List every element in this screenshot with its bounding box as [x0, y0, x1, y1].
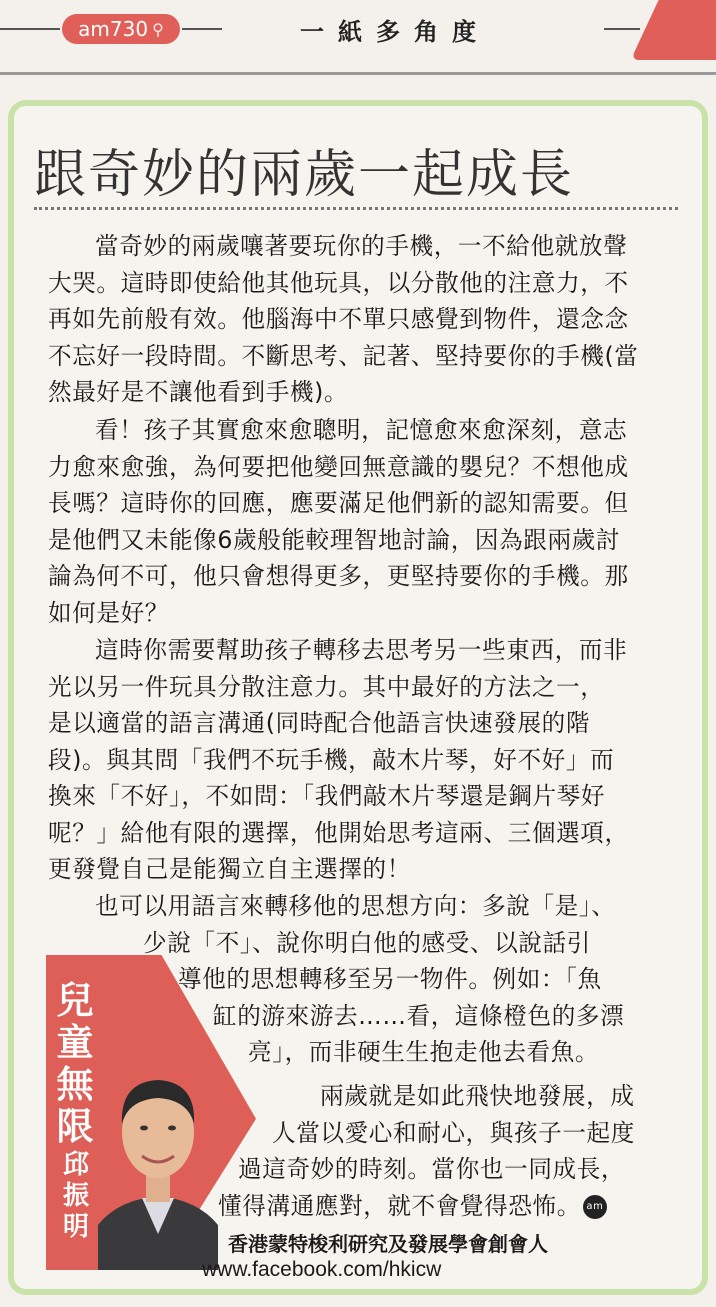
- paragraph-2: [48, 412, 676, 631]
- text-line: 人當以愛心和耐心，與孩子一起度: [272, 1118, 635, 1147]
- author-photo: [98, 1020, 218, 1270]
- paragraph-3: [48, 632, 676, 888]
- article-title: 跟奇妙的兩歲一起成長: [34, 145, 575, 205]
- corner-tab: [631, 0, 716, 60]
- text-line: 這時你需要幫助孩子轉移去思考另一些東西，而非: [95, 636, 628, 664]
- text-line: 不忘好一段時間。不斷思考、記著、堅持要你的手機(當: [48, 341, 639, 370]
- text-line: 段)。與其問「我們不玩手機，敲木片琴，好不好」而: [48, 745, 615, 774]
- text-line: 光以另一件玩具分散注意力。其中最好的方法之一，: [48, 672, 605, 701]
- text-line: 看！孩子其實愈來愈聰明，記憶愈來愈深刻，意志: [95, 416, 628, 444]
- text-line: 長嗎？這時你的回應，應要滿足他們新的認知需要。但: [48, 489, 629, 517]
- search-icon: ⚲: [152, 19, 164, 39]
- text-line: 是他們又未能像6歲般能較理智地討論，因為跟兩歲討: [48, 525, 621, 554]
- text-line: 換來「不好」，不如問：「我們敲木片琴還是鋼片琴好: [48, 782, 606, 810]
- text-line: 兩歲就是如此飛快地發展，成: [320, 1082, 635, 1110]
- am-logo-icon: am: [583, 1195, 607, 1219]
- text-line: 導他的思想轉移至另一物件。例如：「魚: [178, 965, 602, 993]
- page-header: [0, 0, 716, 60]
- author-name: 邱振明: [62, 1150, 89, 1242]
- text-line: 亮」，而非硬生生抱走他去看魚。: [248, 1038, 600, 1066]
- text-line: 也可以用語言來轉移他的思想方向：多說「是」、: [95, 892, 616, 920]
- paragraph-1: [48, 228, 676, 411]
- text-line: 少說「不」、說你明白他的感受、以說話引: [143, 928, 591, 957]
- text-line-content: 懂得溝通應對，就不會覺得恐怖。: [218, 1191, 581, 1220]
- text-line: 呢？」給他有限的選擇，他開始思考這兩、三個選項，: [48, 818, 629, 847]
- text-line: 當奇妙的兩歲嚷著要玩你的手機，一不給他就放聲: [95, 232, 628, 260]
- header-line-mid: [182, 28, 222, 30]
- text-line: 如何是好？: [48, 598, 169, 627]
- text-line: 缸的游來游去……看，這條橙色的多漂: [213, 1001, 625, 1030]
- author-url[interactable]: www.facebook.com/hkicw: [202, 1258, 442, 1281]
- text-line: 更發覺自己是能獨立自主選擇的！: [48, 855, 411, 883]
- header-rule: [0, 72, 716, 75]
- author-affiliation: 香港蒙特梭利研究及發展學會創會人: [228, 1232, 548, 1256]
- text-line: 力愈來愈強，為何要把他變回無意識的嬰兒？不想他成: [48, 452, 629, 481]
- badge-label: am730: [78, 17, 149, 41]
- am730-badge[interactable]: [62, 14, 180, 44]
- text-line: 再如先前般有效。他腦海中不單只感覺到物件，還念念: [48, 305, 629, 333]
- section-title: 一紙多角度: [300, 18, 490, 46]
- text-line: 然最好是不讓他看到手機)。: [48, 378, 349, 406]
- column-name: 兒童無限: [56, 979, 94, 1148]
- text-line: 論為何不可，他只會想得更多，更堅持要你的手機。那: [48, 562, 629, 590]
- header-line-left: [0, 28, 60, 30]
- text-line: [218, 1188, 676, 1225]
- text-line: 大哭。這時即使給他其他玩具，以分散他的注意力，不: [48, 268, 629, 297]
- text-line: 過這奇妙的時刻。當你也一同成長，: [238, 1155, 626, 1183]
- title-divider: [34, 207, 678, 210]
- text-line: 是以適當的語言溝通(同時配合他語言快速發展的階: [48, 709, 591, 737]
- header-line-right: [604, 28, 640, 30]
